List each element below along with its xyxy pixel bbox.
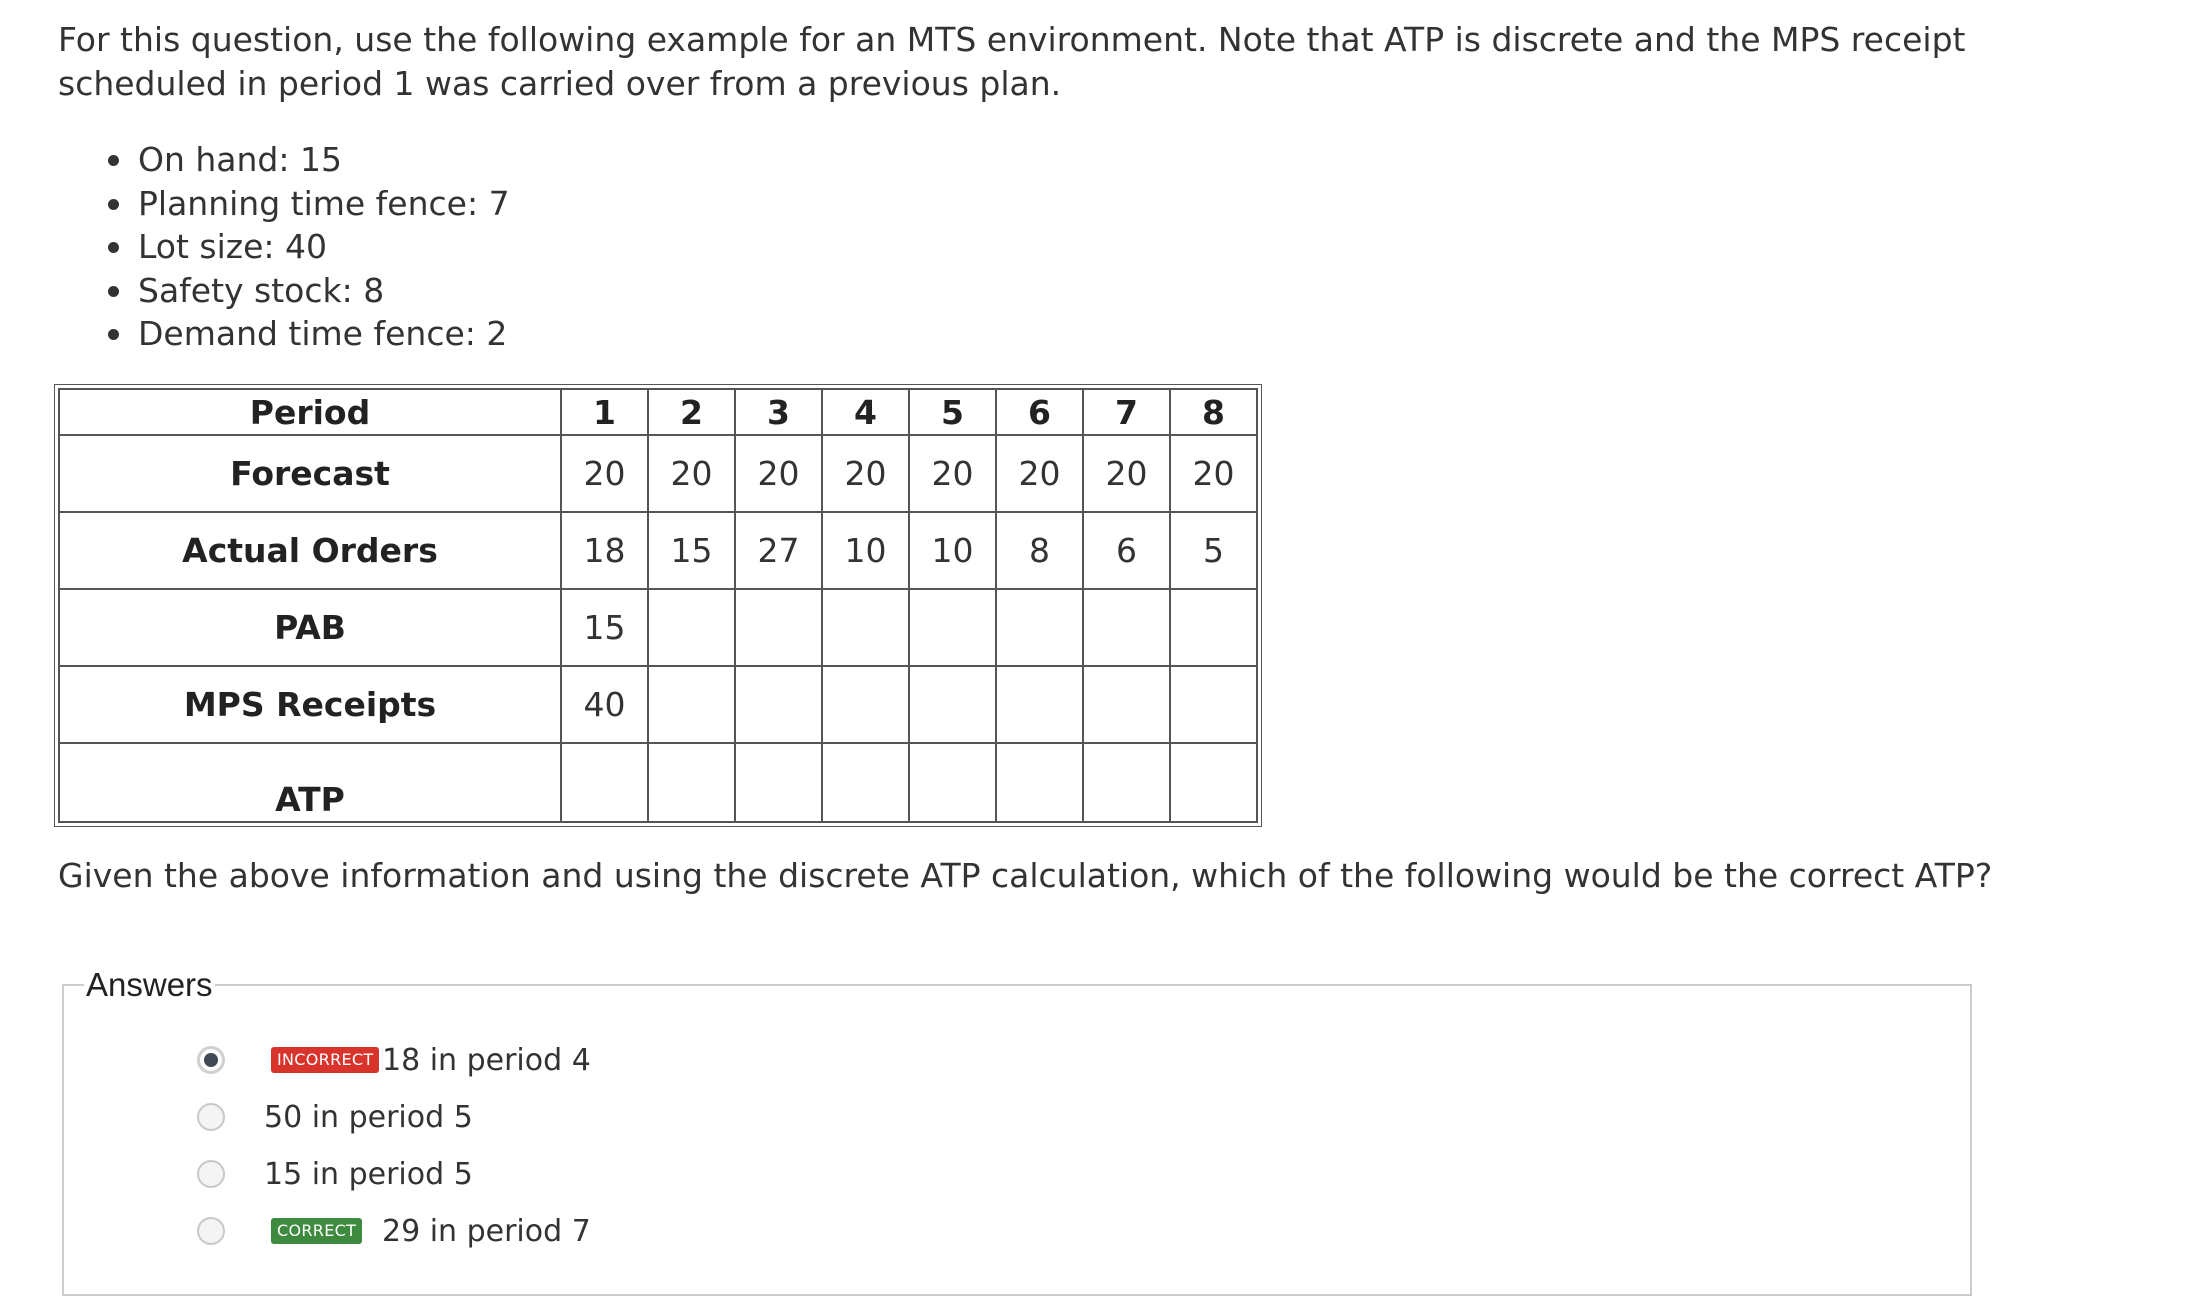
- table-cell: [996, 666, 1083, 743]
- answer-option-1[interactable]: [64, 1038, 764, 1082]
- table-cell: 8: [996, 512, 1083, 589]
- answer-label: 50 in period 5: [264, 1099, 473, 1135]
- table-cell: [735, 743, 822, 822]
- header-period-2: 2: [648, 389, 735, 435]
- answer-option-4[interactable]: [64, 1209, 764, 1253]
- table-cell: 18: [561, 512, 648, 589]
- table-cell: 15: [648, 512, 735, 589]
- header-period-3: 3: [735, 389, 822, 435]
- list-item: On hand: 15: [138, 138, 510, 182]
- table-cell: 5: [1170, 512, 1257, 589]
- parameter-list: [138, 138, 510, 356]
- row-label: MPS Receipts: [59, 666, 561, 743]
- list-item: Lot size: 40: [138, 225, 510, 269]
- table-cell: 15: [561, 589, 648, 666]
- header-period-6: 6: [996, 389, 1083, 435]
- table-cell: [1083, 743, 1170, 822]
- table-cell: 20: [561, 435, 648, 512]
- table-cell: [735, 589, 822, 666]
- table-cell: 10: [909, 512, 996, 589]
- table-row-mps-receipts: [59, 666, 1257, 743]
- table-cell: [561, 743, 648, 822]
- header-period-1: 1: [561, 389, 648, 435]
- radio-button[interactable]: [197, 1046, 225, 1074]
- answers-group: [62, 966, 1972, 1296]
- table-cell: [648, 743, 735, 822]
- answer-option-2[interactable]: [64, 1095, 764, 1139]
- table-cell: [822, 589, 909, 666]
- table-header-row: [59, 389, 1257, 435]
- table-cell: 20: [822, 435, 909, 512]
- header-period-8: 8: [1170, 389, 1257, 435]
- list-item: Safety stock: 8: [138, 269, 510, 313]
- table-cell: 27: [735, 512, 822, 589]
- table-cell: [1170, 666, 1257, 743]
- row-label: PAB: [59, 589, 561, 666]
- header-period-7: 7: [1083, 389, 1170, 435]
- row-label: ATP: [59, 743, 561, 822]
- answers-legend: Answers: [86, 966, 213, 1003]
- table-cell: [648, 589, 735, 666]
- table-cell: [822, 743, 909, 822]
- list-item: Demand time fence: 2: [138, 312, 510, 356]
- answer-label: 15 in period 5: [264, 1156, 473, 1192]
- answer-option-3[interactable]: [64, 1152, 764, 1196]
- table-cell: [909, 743, 996, 822]
- table-row-forecast: [59, 435, 1257, 512]
- table-cell: [909, 666, 996, 743]
- table-cell: [909, 589, 996, 666]
- table-cell: 20: [1170, 435, 1257, 512]
- row-label: Actual Orders: [59, 512, 561, 589]
- table-cell: [996, 743, 1083, 822]
- mps-table: [58, 388, 1258, 823]
- incorrect-badge: INCORRECT: [271, 1047, 379, 1073]
- table-cell: [1083, 666, 1170, 743]
- answer-label: 18 in period 4: [382, 1042, 591, 1078]
- header-period: Period: [59, 389, 561, 435]
- list-item: Planning time fence: 7: [138, 182, 510, 226]
- table-cell: 40: [561, 666, 648, 743]
- table-row-actual-orders: [59, 512, 1257, 589]
- table-cell: [996, 589, 1083, 666]
- radio-button[interactable]: [197, 1103, 225, 1131]
- header-period-5: 5: [909, 389, 996, 435]
- radio-button[interactable]: [197, 1217, 225, 1245]
- table-cell: 10: [822, 512, 909, 589]
- table-cell: [822, 666, 909, 743]
- table-cell: [735, 666, 822, 743]
- table-cell: 6: [1083, 512, 1170, 589]
- correct-badge: CORRECT: [271, 1218, 362, 1244]
- table-cell: [648, 666, 735, 743]
- table-cell: 20: [1083, 435, 1170, 512]
- intro-text: For this question, use the following example for an MTS environment. Note that ATP is discrete and the MPS receipt scheduled in period 1 was carried over from a previous plan.: [58, 20, 1966, 103]
- table-cell: [1170, 743, 1257, 822]
- table-row-pab: [59, 589, 1257, 666]
- question-text: Given the above information and using the discrete ATP calculation, which of the following would be the correct ATP?: [58, 856, 1993, 895]
- table-cell: 20: [996, 435, 1083, 512]
- table-cell: [1083, 589, 1170, 666]
- table-row-atp: [59, 743, 1257, 822]
- table-cell: 20: [648, 435, 735, 512]
- answer-label: 29 in period 7: [382, 1213, 591, 1249]
- header-period-4: 4: [822, 389, 909, 435]
- table-cell: [1170, 589, 1257, 666]
- table-cell: 20: [909, 435, 996, 512]
- table-cell: 20: [735, 435, 822, 512]
- radio-button[interactable]: [197, 1160, 225, 1188]
- row-label: Forecast: [59, 435, 561, 512]
